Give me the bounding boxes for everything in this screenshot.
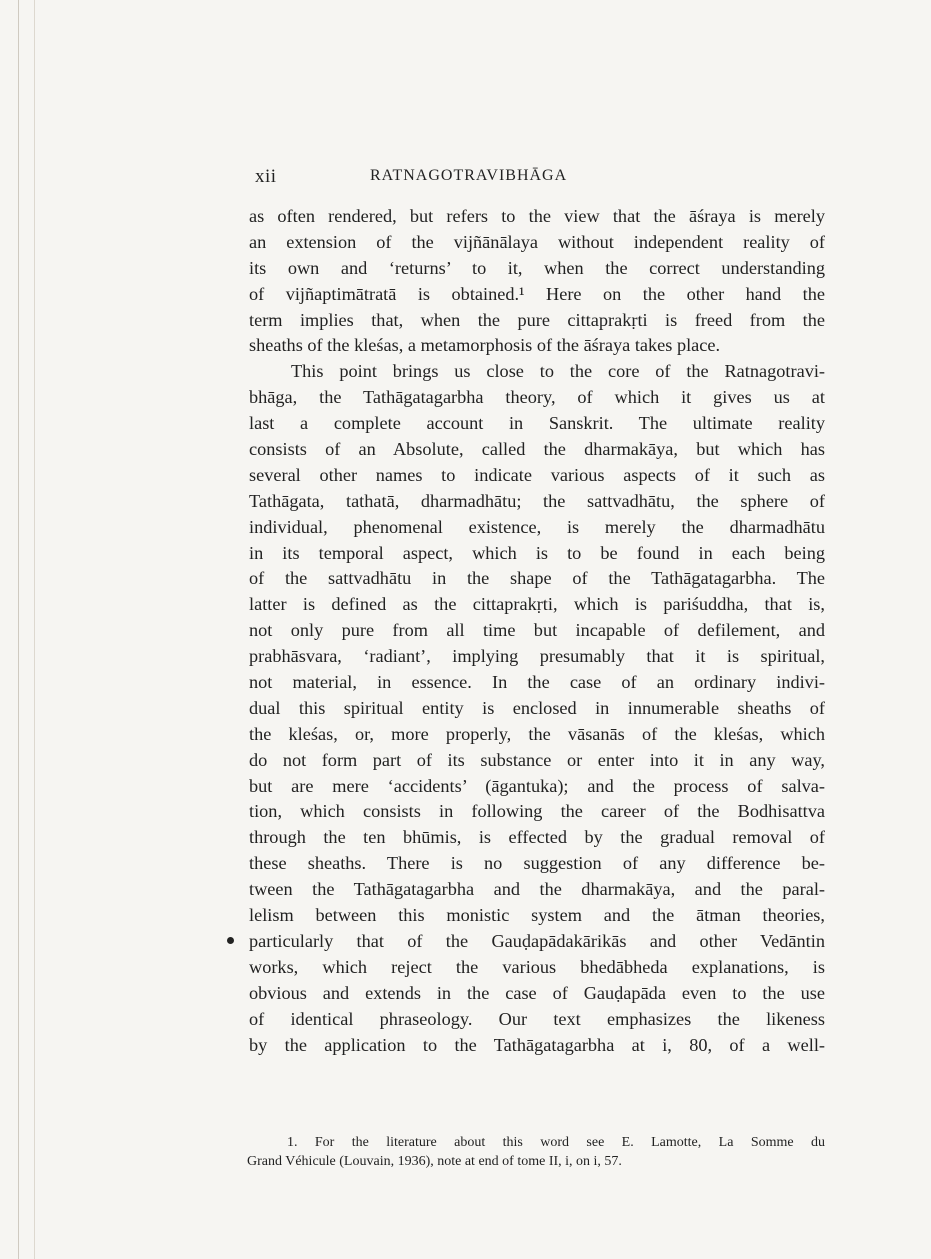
text-line: prabhāsvara, ‘radiant’, implying presumably that it is spiritual, <box>249 646 825 667</box>
text-line: last a complete account in Sanskrit. The ultimate reality <box>249 413 825 434</box>
text-line: not material, in essence. In the case of an ordinary indivi- <box>249 672 825 693</box>
footnote-line: 1. For the literature about this word see E. Lamotte, La Somme du <box>287 1135 825 1150</box>
text-line: term implies that, when the pure cittaprakṛti is freed from the <box>249 309 825 330</box>
text-line: latter is defined as the cittaprakṛti, which is pariśuddha, that is, <box>249 594 825 615</box>
footnote-line: Grand Véhicule (Louvain, 1936), note at end of tome II, i, on i, 57. <box>247 1154 622 1169</box>
binding-edge <box>18 0 19 1259</box>
text-line: by the application to the Tathāgatagarbha at i, 80, of a well- <box>249 1034 825 1055</box>
page-header <box>255 166 830 190</box>
text-line: of the sattvadhātu in the shape of the Tathāgatagarbha. The <box>249 568 825 589</box>
text-line: an extension of the vijñānālaya without independent reality of <box>249 231 825 252</box>
text-line: its own and ‘returns’ to it, when the correct understanding <box>249 257 825 278</box>
text-line: the kleśas, or, more properly, the vāsanās of the kleśas, which <box>249 723 825 744</box>
text-line: of vijñaptimātratā is obtained.¹ Here on the other hand the <box>249 283 825 304</box>
footnotes <box>247 1133 825 1171</box>
text-line: these sheaths. There is no suggestion of any difference be- <box>249 853 825 874</box>
body-text <box>249 204 825 1058</box>
binding-edge-inner <box>34 0 35 1259</box>
text-line: not only pure from all time but incapable of defilement, and <box>249 620 825 641</box>
text-line: This point brings us close to the core of the Ratnagotravi- <box>291 361 825 382</box>
text-line: bhāga, the Tathāgatagarbha theory, of which it gives us at <box>249 387 825 408</box>
text-line: through the ten bhūmis, is effected by the gradual removal of <box>249 827 825 848</box>
running-title: RATNAGOTRAVIBHĀGA <box>370 167 568 184</box>
text-line: tween the Tathāgatagarbha and the dharmakāya, and the paral- <box>249 879 825 900</box>
text-line: obvious and extends in the case of Gauḍapāda even to the use <box>249 982 825 1003</box>
text-line: individual, phenomenal existence, is merely the dharmadhātu <box>249 516 825 537</box>
text-line: consists of an Absolute, called the dharmakāya, but which has <box>249 439 825 460</box>
text-line: tion, which consists in following the career of the Bodhisattva <box>249 801 825 822</box>
text-line: as often rendered, but refers to the view that the āśraya is merely <box>249 206 825 226</box>
text-line: Tathāgata, tathatā, dharmadhātu; the sattvadhātu, the sphere of <box>249 490 825 511</box>
text-line: several other names to indicate various aspects of it such as <box>249 464 825 485</box>
text-line: do not form part of its substance or enter into it in any way, <box>249 749 825 770</box>
text-line: in its temporal aspect, which is to be found in each being <box>249 542 825 563</box>
text-line: particularly that of the Gauḍapādakārikās and other Vedāntin <box>249 930 825 951</box>
text-line: dual this spiritual entity is enclosed in innumerable sheaths of <box>249 697 825 718</box>
text-line: sheaths of the kleśas, a metamorphosis of the āśraya takes place. <box>249 335 721 356</box>
text-line: but are mere ‘accidents’ (āgantuka); and the process of salva- <box>249 775 825 796</box>
margin-mark <box>227 937 234 944</box>
page-number: xii <box>255 166 277 187</box>
text-line: works, which reject the various bhedābheda explanations, is <box>249 956 825 977</box>
text-line: lelism between this monistic system and the ātman theories, <box>249 905 825 926</box>
text-line: of identical phraseology. Our text emphasizes the likeness <box>249 1008 825 1029</box>
